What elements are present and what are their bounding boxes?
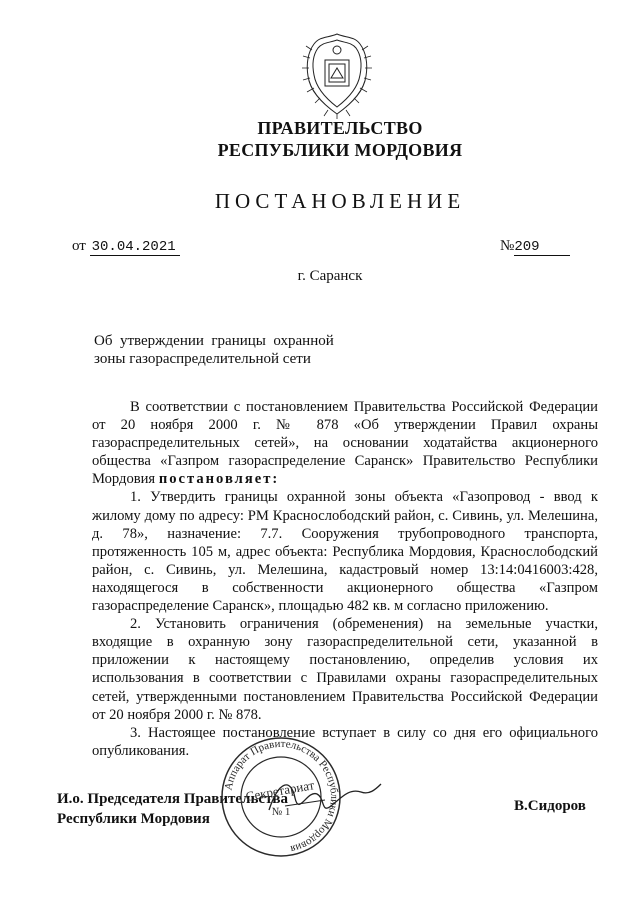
- paragraph-preamble: [92, 398, 598, 488]
- document-subject: [94, 332, 354, 368]
- signatory-name: В.Сидоров: [514, 798, 586, 814]
- city: г. Саранск: [297, 268, 363, 284]
- stamp-ring-text: Аппарат Правительства Республики Мордовия: [222, 737, 341, 856]
- handwritten-signature: [265, 770, 385, 830]
- paragraph-item-2: 2. Установить ограничения (обременения) на земельные участки, входящие в охранную зону газораспределительной сети, указанной в приложении к настоящему постановлению, определив условия их использования в соответствии с Правилами охраны газораспределительных сетей, утвержденными постановлением Правительства Российской Федерации от 20 ноября 2000 г. № 878.: [92, 616, 598, 723]
- document-date: 30.04.2021: [90, 239, 180, 256]
- subject-line1: Об утверждении границы охранной: [94, 333, 334, 349]
- document-type-title: ПОСТАНОВЛЕНИЕ: [214, 189, 466, 213]
- document-body: [92, 398, 598, 760]
- stamp-center-text: Секретариат: [244, 777, 316, 805]
- number-row: [500, 238, 570, 256]
- paragraph-item-3: 3. Настоящее постановление вступает в силу со дня его официального опубликования.: [92, 724, 598, 759]
- stamp-number-text: № 1: [271, 806, 291, 818]
- resolves-keyword: постановляет:: [158, 471, 280, 488]
- number-prefix: №: [500, 238, 515, 254]
- date-row: [72, 238, 180, 256]
- position-line1: И.о. Председателя Правительства: [57, 791, 289, 807]
- position-line2: Республики Мордовия: [57, 811, 210, 827]
- preamble-text: В соответствии с постановлением Правительства Российской Федерации от 20 ноября 2000 г. № 878 «Об утверждении Правил охраны газораспределительных сетей», на основании ходатайства акционерного общества «Газпром газораспределение Саранск» Правительство Республики Мордовия: [92, 399, 598, 488]
- subject-line2: зоны газораспределительной сети: [94, 351, 311, 367]
- document-number: 209: [514, 239, 570, 256]
- coat-of-arms-emblem: [298, 30, 376, 120]
- government-title-line2: РЕСПУБЛИКИ МОРДОВИЯ: [217, 140, 463, 160]
- date-prefix: от: [72, 238, 86, 254]
- government-title-line1: ПРАВИТЕЛЬСТВО: [257, 118, 423, 138]
- paragraph-item-1: 1. Утвердить границы охранной зоны объекта «Газопровод - ввод к жилому дому по адресу: РМ Краснослободский район, с. Сивинь, ул. Мелешина, д. 78», назначение: 7.7. Сооружения трубопроводного транспорта, протяженность 105 м, адрес объекта: Республика Мордовия, Краснослободский район, с. Сивинь, ул. Мелешина, кадастровый номер 13:14:0416003:428, находящегося в собственности акционерного общества «Газпром газораспределение Саранск», площадью 482 кв. м согласно приложению.: [92, 489, 598, 615]
